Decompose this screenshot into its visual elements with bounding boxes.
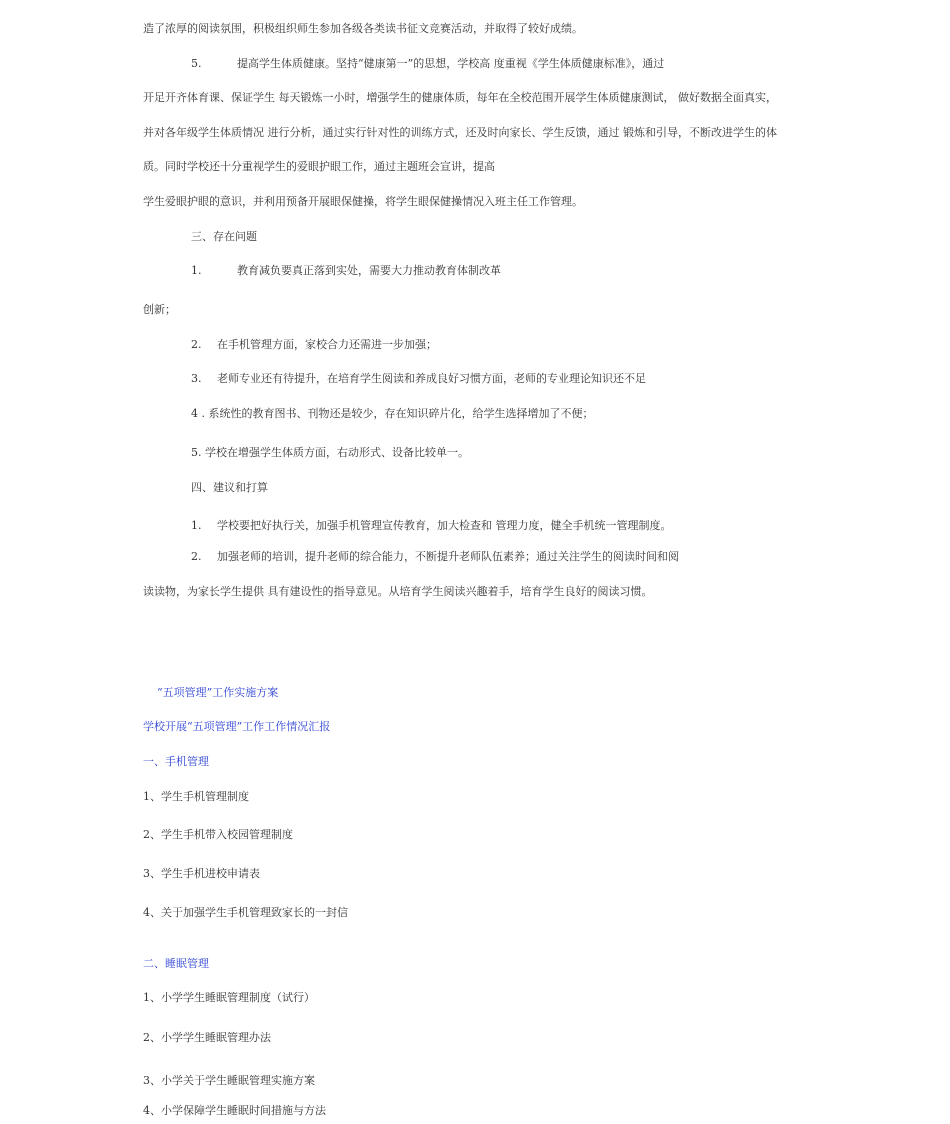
problem-item-2 bbox=[191, 338, 437, 352]
item-text: 老师专业还有待提升，在培育学生阅读和养成良好习惯方面，老师的专业理论知识还不足 bbox=[217, 372, 646, 385]
suggestion-item-1 bbox=[191, 519, 672, 533]
item-number: 1. bbox=[191, 519, 202, 532]
item-text: 教育减负要真正落到实处，需要大力推动教育体制改革 bbox=[237, 264, 501, 277]
toc-subtitle-link[interactable]: 学校开展“五项管理”工作工作情况汇报 bbox=[143, 720, 331, 733]
toc-item: 4、关于加强学生手机管理致家长的一封信 bbox=[143, 906, 348, 919]
item-text: 在手机管理方面，家校合力还需进一步加强； bbox=[217, 338, 437, 351]
toc-item: 2、学生手机带入校园管理制度 bbox=[143, 828, 293, 841]
paragraph-line: 读读物，为家长学生提供 具有建设性的指导意见。从培育学生阅读兴趣着手，培育学生良好的阅读习惯。 bbox=[143, 585, 653, 598]
toc-item: 3、小学关于学生睡眠管理实施方案 bbox=[143, 1074, 315, 1087]
suggestion-item-2 bbox=[191, 550, 679, 564]
paragraph-line: 开足开齐体育课、保证学生 每天锻炼一小时，增强学生的健康体质，每年在全校范围开展学生体质健康测试， 做好数据全面真实， bbox=[143, 91, 777, 104]
toc-group-heading-sleep[interactable]: 二、睡眠管理 bbox=[143, 957, 209, 970]
paragraph-line: 并对各年级学生体质情况 进行分析，通过实行针对性的训练方式，还及时向家长、学生反馈，通过 锻炼和引导，不断改进学生的体 bbox=[143, 126, 777, 139]
item-number: 1. bbox=[191, 264, 202, 277]
toc-item: 2、小学学生睡眠管理办法 bbox=[143, 1031, 271, 1044]
paragraph-line: 造了浓厚的阅读氛围，积极组织师生参加各级各类读书征文竞赛活动，并取得了较好成绩。 bbox=[143, 22, 583, 35]
section-heading: 三、存在问题 bbox=[191, 230, 257, 243]
item-number: 2. bbox=[191, 550, 202, 563]
toc-title-link[interactable]: “五项管理”工作实施方案 bbox=[157, 686, 279, 699]
problem-item-4: 4 . 系统性的教育图书、刊物还是较少，存在知识碎片化，给学生选择增加了不便； bbox=[191, 407, 594, 420]
toc-item: 3、学生手机进校申请表 bbox=[143, 867, 260, 880]
item-text: 学校要把好执行关，加强手机管理宣传教育，加大检查和 管理力度，健全手机统一管理制度。 bbox=[217, 519, 672, 532]
toc-item: 4、小学保障学生睡眠时间措施与方法 bbox=[143, 1104, 326, 1117]
item-number: 5. bbox=[191, 57, 202, 70]
toc-item: 1、学生手机管理制度 bbox=[143, 790, 249, 803]
paragraph-line: 创新； bbox=[143, 303, 176, 316]
toc-item: 1、小学学生睡眠管理制度（试行） bbox=[143, 991, 315, 1004]
paragraph-line: 质。同时学校还十分重视学生的爱眼护眼工作，通过主题班会宣讲，提高 bbox=[143, 160, 495, 173]
item-text: 提高学生体质健康。坚持“健康第一”的思想，学校高 度重视《学生体质健康标准》，通过 bbox=[237, 57, 665, 70]
toc-group-heading-phone[interactable]: 一、手机管理 bbox=[143, 755, 209, 768]
problem-item-5: 5. 学校在增强学生体质方面，右动形式、设备比较单一。 bbox=[191, 446, 469, 459]
problem-item-1 bbox=[191, 264, 501, 278]
item-number: 2. bbox=[191, 338, 202, 351]
section-heading: 四、建议和打算 bbox=[191, 481, 268, 494]
problem-item-3 bbox=[191, 372, 646, 386]
paragraph-line: 学生爱眼护眼的意识，并利用预备开展眼保健操，将学生眼保健操情况入班主任工作管理。 bbox=[143, 195, 583, 208]
item-number: 3. bbox=[191, 372, 202, 385]
item-text: 加强老师的培训，提升老师的综合能力，不断提升老师队伍素养；通过关注学生的阅读时间和阅 bbox=[217, 550, 679, 563]
item-5-line bbox=[191, 57, 664, 71]
